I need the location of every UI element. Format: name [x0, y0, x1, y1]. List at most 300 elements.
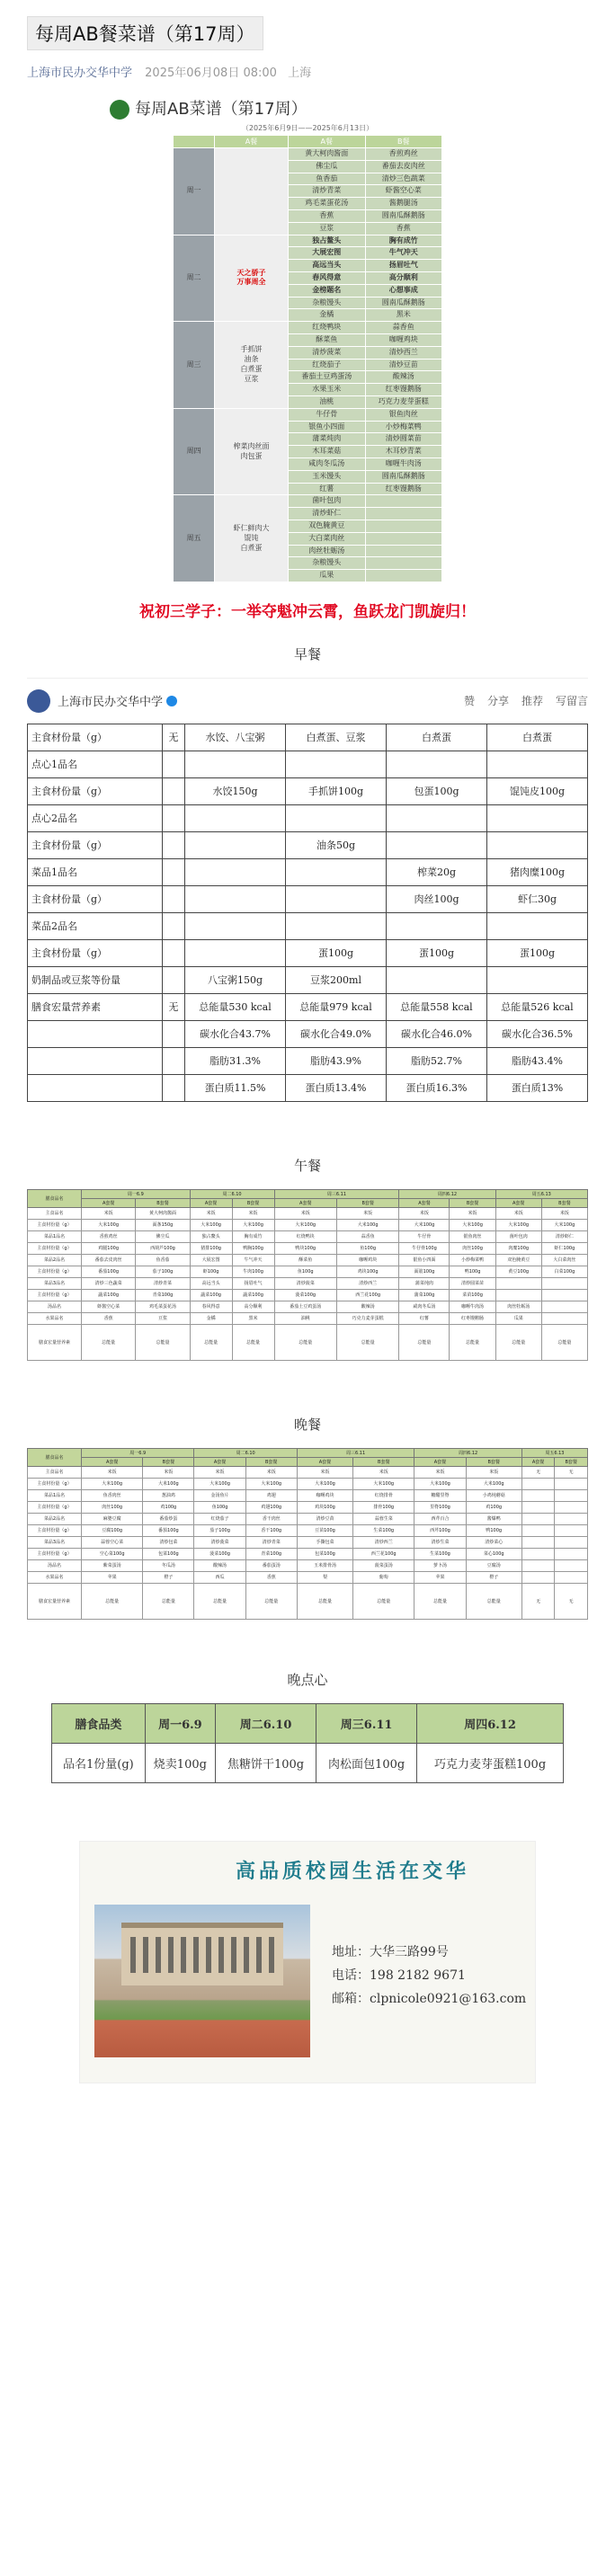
lunch-table — [27, 1189, 588, 1361]
menu-dish: 红枣馒鹅肠 — [365, 384, 442, 396]
grid-cell: 糖醋里脊 — [414, 1489, 466, 1501]
breakfast-label: 奶制品或豆浆等份量 — [28, 966, 163, 993]
grid-cell: 萝卜汤 — [414, 1559, 466, 1571]
grid-cell: 排骨100g — [353, 1501, 414, 1513]
campus-photo — [94, 1905, 310, 2057]
menu-dish: 水果玉米 — [289, 384, 366, 396]
grid-cell: 红烧排骨 — [353, 1489, 414, 1501]
menu-dish: 鱼香茄 — [289, 173, 366, 185]
menu-dish: 牛气冲天 — [365, 247, 442, 260]
menu-dish: 扬眉吐气 — [365, 260, 442, 272]
menu-dish: 咸肉冬瓜汤 — [289, 457, 366, 470]
grid-cell: 清炒生菜 — [414, 1536, 466, 1548]
breakfast-row — [28, 939, 588, 966]
grid-cell: 肉丝牡蛎汤 — [495, 1301, 541, 1312]
menu-dish — [365, 508, 442, 520]
grid-cell: 米饭 — [194, 1466, 245, 1478]
grid-cell: 酸辣汤 — [336, 1301, 398, 1312]
nutrient-cell: 碳水化合43.7% — [185, 1020, 286, 1047]
menu-dish: 清炒西兰 — [365, 346, 442, 359]
menu-dish: 红枣馒鹅肠 — [365, 483, 442, 495]
breakfast-label: 主食材份量（g） — [28, 885, 163, 912]
breakfast-cell: 水饺、八宝粥 — [185, 724, 286, 751]
grid-day-header: 周三6.11 — [297, 1448, 414, 1457]
grid-cell: 高分顺利 — [232, 1301, 274, 1312]
grid-day-header: 周一6.9 — [82, 1448, 194, 1457]
breakfast-cell: 总能量558 kcal — [387, 993, 487, 1020]
breakfast-row — [28, 804, 588, 831]
grid-cell: 米饭 — [466, 1466, 521, 1478]
menu-dish — [365, 570, 442, 582]
menu-dish: 红烧鸭块 — [289, 322, 366, 334]
grid-cell: 苹果 — [82, 1571, 143, 1583]
grid-cell: 鸭100g — [466, 1524, 521, 1536]
breakfast-cell — [163, 966, 185, 993]
grid-cell: 米饭 — [353, 1466, 414, 1478]
grid-cell: 猪排100g — [190, 1242, 232, 1254]
menu-heading: 每周AB菜谱（第17周） — [101, 93, 514, 123]
grid-cell: 米饭 — [414, 1466, 466, 1478]
grid-cell: 蒜香鱼 — [336, 1230, 398, 1242]
menu-dish: 杂粮馒头 — [289, 557, 366, 570]
snack-header-cell: 周四6.12 — [417, 1703, 564, 1743]
grid-row — [28, 1583, 588, 1619]
grid-cell: 大米100g — [232, 1219, 274, 1230]
grid-cell: 油桃 — [274, 1312, 336, 1324]
grid-sub-header: A套餐 — [414, 1457, 466, 1466]
breakfast-cell: 蛋100g — [286, 939, 387, 966]
grid-cell: 米饭 — [541, 1207, 587, 1219]
menu-dish: 银鱼小四面 — [289, 421, 366, 433]
grid-label: 主食材份量（g） — [28, 1478, 82, 1489]
grid-cell: 鸡毛菜蛋花汤 — [136, 1301, 190, 1312]
menu-dish: 虾酱空心菜 — [365, 185, 442, 198]
grid-row — [28, 1571, 588, 1583]
breakfast-row — [28, 885, 588, 912]
grid-cell: 总能量 — [297, 1583, 352, 1619]
grid-cell: 番茄100g — [82, 1266, 136, 1277]
grid-cell — [555, 1489, 588, 1501]
grid-cell — [521, 1478, 555, 1489]
grid-label: 菜品3品名 — [28, 1536, 82, 1548]
menu-dish: 香蕉 — [289, 209, 366, 222]
grid-cell: 虾酱空心菜 — [82, 1301, 136, 1312]
grid-cell — [521, 1513, 555, 1524]
grid-cell: 生菜100g — [414, 1548, 466, 1559]
grid-cell: 豆腐100g — [82, 1524, 143, 1536]
grid-day-header: 周四6.12 — [399, 1189, 495, 1198]
grid-cell: 西芹100g — [414, 1524, 466, 1536]
grid-cell — [541, 1277, 587, 1289]
grid-cell: 白菜100g — [541, 1266, 587, 1277]
snack-header-cell: 周三6.11 — [316, 1703, 417, 1743]
grid-cell: 米饭 — [190, 1207, 232, 1219]
grid-cell: 银鱼小四面 — [399, 1254, 450, 1266]
grid-label: 膳食宏量营养素 — [28, 1583, 82, 1619]
grid-sub-header: A套餐 — [190, 1198, 232, 1207]
grid-sub-header: A套餐 — [297, 1457, 352, 1466]
grid-cell: 鸡100g — [143, 1501, 194, 1513]
grid-cell — [495, 1289, 541, 1301]
grid-cell: 麻婆豆腐 — [82, 1513, 143, 1524]
grid-cell: 酱爆鸭 — [466, 1513, 521, 1524]
menu-dish: 黄大柯肉酱面 — [289, 148, 366, 161]
menu-col-a2: A餐 — [289, 136, 366, 148]
breakfast-cell: 油条50g — [286, 831, 387, 858]
breakfast-cell — [185, 939, 286, 966]
grid-cell: 酸辣汤 — [194, 1559, 245, 1571]
menu-dish: 木耳炒青菜 — [365, 446, 442, 458]
grid-sub-header: B套餐 — [336, 1198, 398, 1207]
menu-dish — [365, 532, 442, 545]
source-link[interactable]: 上海市民办交华中学 — [27, 67, 133, 80]
menu-row — [174, 148, 442, 161]
grid-cell: 菜苗100g — [450, 1289, 495, 1301]
grid-cell: 番茄去皮肉丝 — [82, 1254, 136, 1266]
grid-cell: 面条150g — [136, 1219, 190, 1230]
grid-sub-header: A套餐 — [521, 1457, 555, 1466]
grid-row — [28, 1277, 588, 1289]
grid-cell: 咸肉冬瓜汤 — [399, 1301, 450, 1312]
grid-cell — [521, 1571, 555, 1583]
grid-header-row — [28, 1189, 588, 1198]
menu-dish: 咖喱鸡块 — [365, 333, 442, 346]
breakfast-label: 点心2品名 — [28, 804, 163, 831]
grid-cell: 红薯 — [399, 1312, 450, 1324]
grid-cell: 鸡翅100g — [245, 1501, 297, 1513]
breakfast-cell: 手抓饼100g — [286, 777, 387, 804]
menu-dish: 巧克力麦芽蛋糕 — [365, 395, 442, 408]
menu-dish: 蒲菜炖肉 — [289, 433, 366, 446]
menu-dish: 金榜题名 — [289, 284, 366, 297]
menu-row — [174, 408, 442, 421]
grid-cell: 金汤鱼片 — [194, 1489, 245, 1501]
grid-cell: 大米100g — [194, 1478, 245, 1489]
grid-cell: 大米100g — [274, 1219, 336, 1230]
breakfast-cell — [387, 804, 487, 831]
grid-cell: 米饭 — [399, 1207, 450, 1219]
grid-cell: 独占鳌头 — [190, 1230, 232, 1242]
menu-dish: 牛仔骨 — [289, 408, 366, 421]
grid-cell: 大白菜肉丝 — [541, 1254, 587, 1266]
grid-cell: 大米100g — [414, 1478, 466, 1489]
grid-cell: 肉丝100g — [82, 1501, 143, 1513]
grid-sub-header: B套餐 — [541, 1198, 587, 1207]
menu-dish: 大白菜肉丝 — [289, 532, 366, 545]
grid-cell: 总能量 — [336, 1324, 398, 1360]
breakfast-cell — [163, 831, 185, 858]
menu-day: 周三 — [174, 322, 215, 409]
grid-cell: 咖喱鸡块 — [297, 1489, 352, 1501]
menu-dish: 鸡毛菜蛋花汤 — [289, 198, 366, 210]
grid-cell: 西兰花100g — [353, 1548, 414, 1559]
grid-cell: 肉丝100g — [450, 1242, 495, 1254]
grid-cell — [521, 1524, 555, 1536]
menu-col-a: A餐 — [215, 136, 289, 148]
grid-label: 菜品2品名 — [28, 1513, 82, 1524]
grid-cell — [555, 1559, 588, 1571]
grid-cell — [521, 1501, 555, 1513]
breakfast-cell — [387, 966, 487, 993]
grid-cell: 豆浆 — [136, 1312, 190, 1324]
grid-row — [28, 1242, 588, 1254]
menu-dish: 高分顺利 — [365, 271, 442, 284]
grid-cell: 橙子 — [466, 1571, 521, 1583]
dinner-image — [27, 1448, 588, 1620]
grid-cell: 鸭100g — [450, 1266, 495, 1277]
grid-cell: 面筋100g — [399, 1266, 450, 1277]
account-bar — [27, 679, 588, 724]
grid-cell: 冬瓜汤 — [143, 1559, 194, 1571]
grid-label: 主食品名 — [28, 1207, 82, 1219]
grid-cell — [521, 1559, 555, 1571]
grid-cell: 鸭块100g — [274, 1242, 336, 1254]
grid-cell — [541, 1312, 587, 1324]
grid-cell: 总能量 — [495, 1324, 541, 1360]
breakfast-cell: 蛋100g — [487, 939, 588, 966]
breakfast-row — [28, 966, 588, 993]
grid-sub-row — [28, 1457, 588, 1466]
nutrient-cell: 碳水化合46.0% — [387, 1020, 487, 1047]
grid-cell: 无 — [521, 1466, 555, 1478]
breakfast-row — [28, 993, 588, 1020]
grid-label: 菜品3品名 — [28, 1277, 82, 1289]
address-text: 地址：大华三路99号 — [332, 1944, 449, 1959]
grid-label: 水果品名 — [28, 1312, 82, 1324]
comment-button[interactable]: 写留言 — [555, 695, 588, 708]
snack-cell: 巧克力麦芽蛋糕100g — [417, 1743, 564, 1782]
grid-row — [28, 1301, 588, 1312]
article — [0, 0, 615, 80]
lunch-image — [27, 1189, 588, 1361]
section-lunch: 午餐 — [293, 1157, 321, 1174]
recommend-button[interactable]: 推荐 — [521, 695, 543, 708]
grid-cell: 大米100g — [297, 1478, 352, 1489]
breakfast-cell — [487, 966, 588, 993]
grid-row — [28, 1312, 588, 1324]
breakfast-cell — [185, 885, 286, 912]
grid-day-header: 周四6.12 — [414, 1448, 521, 1457]
grid-row — [28, 1513, 588, 1524]
grid-cell: 银鱼肉丝 — [450, 1230, 495, 1242]
menu-dish: 大展宏图 — [289, 247, 366, 260]
grid-label: 菜品1品名 — [28, 1489, 82, 1501]
menu-dish: 香煎鸡丝 — [365, 148, 442, 161]
breakfast-cell — [286, 858, 387, 885]
nutrient-row — [28, 1047, 588, 1074]
grid-cell: 米饭 — [450, 1207, 495, 1219]
grid-cell: 牛仔骨100g — [399, 1242, 450, 1254]
weekly-menu-table — [173, 135, 442, 582]
menu-col-b: B餐 — [365, 136, 442, 148]
grid-cell: 牛肉100g — [232, 1266, 274, 1277]
menu-day: 周四 — [174, 408, 215, 495]
menu-dish: 金橘 — [289, 309, 366, 322]
grid-cell: 总能量 — [232, 1324, 274, 1360]
menu-row — [174, 235, 442, 247]
grid-cell: 鸡腿100g — [82, 1242, 136, 1254]
grid-cell: 玉米排骨汤 — [297, 1559, 352, 1571]
breakfast-label: 主食材份量（g） — [28, 724, 163, 751]
avatar[interactable] — [27, 689, 50, 713]
grid-cell: 黄大柯肉酱面 — [136, 1207, 190, 1219]
grid-label: 主食材份量（g） — [28, 1242, 82, 1254]
grid-cell: 总能量 — [353, 1583, 414, 1619]
breakfast-cell: 无 — [163, 993, 185, 1020]
snack-cell: 品名1份量(g) — [52, 1743, 146, 1782]
grid-cell: 无 — [521, 1583, 555, 1619]
grid-label: 菜品1品名 — [28, 1230, 82, 1242]
menu-dish: 圆南瓜酥鹅肠 — [365, 297, 442, 309]
grid-cell: 香干100g — [245, 1524, 297, 1536]
grid-cell: 清炒西兰 — [336, 1277, 398, 1289]
share-button[interactable]: 分享 — [486, 695, 509, 708]
breakfast-cell: 馄饨皮100g — [487, 777, 588, 804]
grid-cell: 大米100g — [190, 1219, 232, 1230]
grid-cell: 香蕉 — [82, 1312, 136, 1324]
grid-cell: 大米100g — [82, 1478, 143, 1489]
menu-dish: 肉丝牡蛎汤 — [289, 545, 366, 557]
school-banner — [79, 1841, 536, 2083]
breakfast-cell: 总能量530 kcal — [185, 993, 286, 1020]
breakfast-cell: 无 — [163, 724, 185, 751]
grid-row — [28, 1230, 588, 1242]
grid-cell: 西兰花100g — [336, 1289, 398, 1301]
grid-cell — [555, 1513, 588, 1524]
grid-cell: 米饭 — [232, 1207, 274, 1219]
breakfast-cell — [163, 885, 185, 912]
grid-cell: 黄豆100g — [495, 1266, 541, 1277]
grid-cell: 咖喱牛肉汤 — [450, 1301, 495, 1312]
breakfast-cell: 白煮蛋、豆浆 — [286, 724, 387, 751]
grid-cell: 番茄100g — [143, 1524, 194, 1536]
grid-cell: 橙子 — [143, 1571, 194, 1583]
grid-cell: 香煎鸡丝 — [82, 1230, 136, 1242]
grid-cell: 青菜100g — [245, 1548, 297, 1559]
grid-cell: 鸡块100g — [297, 1501, 352, 1513]
grid-cell: 鱼香茄 — [136, 1254, 190, 1266]
grid-sub-header: A套餐 — [82, 1457, 143, 1466]
grid-cell: 总能量 — [245, 1583, 297, 1619]
grid-cell — [555, 1571, 588, 1583]
grid-cell: 米饭 — [495, 1207, 541, 1219]
grid-row — [28, 1207, 588, 1219]
grid-cell: 香干肉丝 — [245, 1513, 297, 1524]
grid-sub-header: A套餐 — [82, 1198, 136, 1207]
grid-cell: 包菜100g — [297, 1548, 352, 1559]
article-meta — [27, 63, 588, 80]
breakfast-cell — [387, 751, 487, 777]
breakfast-label: 菜品1品名 — [28, 858, 163, 885]
grid-cell: 米饭 — [82, 1207, 136, 1219]
grid-row — [28, 1266, 588, 1277]
grid-cell: 大米100g — [495, 1219, 541, 1230]
grid-label: 主食材份量（g） — [28, 1524, 82, 1536]
grid-cell: 清炒菠菜 — [274, 1277, 336, 1289]
grid-cell: 蔬菜100g — [190, 1289, 232, 1301]
grid-cell: 蔬菜100g — [232, 1289, 274, 1301]
menu-dish: 春风得意 — [289, 271, 366, 284]
grid-cell: 红枣馒鹅肠 — [450, 1312, 495, 1324]
grid-sub-header: A套餐 — [399, 1198, 450, 1207]
breakfast-cell — [487, 831, 588, 858]
menu-dish: 蒜香鱼 — [365, 322, 442, 334]
nutrient-cell: 碳水化合49.0% — [286, 1020, 387, 1047]
grid-cell: 清炒西兰 — [353, 1536, 414, 1548]
menu-dish: 瓜果 — [289, 570, 366, 582]
menu-a-meal: 手抓饼 油条 白煮蛋 豆浆 — [215, 322, 289, 409]
grid-cell: 生菜100g — [353, 1524, 414, 1536]
grid-cell: 香蕉 — [245, 1571, 297, 1583]
menu-dish: 清炒青菜 — [289, 185, 366, 198]
grid-sub-header: B套餐 — [232, 1198, 274, 1207]
menu-dish: 豆浆 — [289, 222, 366, 235]
grid-cell: 清炒青菜 — [136, 1277, 190, 1289]
nutrient-cell: 脂肪43.4% — [487, 1047, 588, 1074]
breakfast-cell — [387, 831, 487, 858]
grid-cell: 总能量 — [136, 1324, 190, 1360]
grid-cell: 西芹百合 — [414, 1513, 466, 1524]
account-actions — [464, 693, 588, 708]
grid-cell: 总能量 — [143, 1583, 194, 1619]
grid-cell — [521, 1536, 555, 1548]
grid-cell: 胸有成竹 — [232, 1230, 274, 1242]
menu-dish: 小炒梅菜鸭 — [365, 421, 442, 433]
grid-cell: 大米100g — [82, 1219, 136, 1230]
grid-cell: 鸡块100g — [336, 1266, 398, 1277]
grid-cell: 大米100g — [245, 1478, 297, 1489]
breakfast-cell — [286, 804, 387, 831]
nutrient-cell: 脂肪31.3% — [185, 1047, 286, 1074]
breakfast-cell — [185, 751, 286, 777]
snack-cell: 焦糖饼干100g — [216, 1743, 316, 1782]
breakfast-image — [27, 678, 588, 1102]
menu-dish: 佛尘瓜 — [289, 160, 366, 173]
grid-cell: 清炒圆菜苗 — [450, 1277, 495, 1289]
menu-dish: 清炒豆苗 — [365, 359, 442, 371]
weekly-menu-image — [101, 93, 514, 582]
grid-cell: 扬眉吐气 — [232, 1277, 274, 1289]
breakfast-cell — [163, 858, 185, 885]
grid-cell: 西葫芦100g — [136, 1242, 190, 1254]
grid-day-header: 周二6.10 — [194, 1448, 297, 1457]
grid-cell: 豆苗100g — [297, 1524, 352, 1536]
grid-cell: 虾100g — [190, 1266, 232, 1277]
grid-cell: 瓜果 — [495, 1312, 541, 1324]
snack-header-cell: 周一6.9 — [145, 1703, 215, 1743]
grid-cell: 蒲菜炖肉 — [399, 1277, 450, 1289]
grid-sub-header: A套餐 — [274, 1198, 336, 1207]
breakfast-cell — [487, 751, 588, 777]
grid-cell: 牛仔骨 — [399, 1230, 450, 1242]
breakfast-label: 主食材份量（g） — [28, 777, 163, 804]
nutrient-cell: 碳水化合36.5% — [487, 1020, 588, 1047]
breakfast-label: 膳食宏量营养素 — [28, 993, 163, 1020]
grid-cell: 蒜蓉生菜 — [353, 1513, 414, 1524]
publish-date: 2025年06月08日 08:00 — [145, 67, 277, 80]
breakfast-cell: 白煮蛋 — [387, 724, 487, 751]
menu-day: 周二 — [174, 235, 215, 322]
menu-a-meal — [215, 148, 289, 235]
grid-cell: 菠菜100g — [274, 1289, 336, 1301]
like-button[interactable]: 赞 — [463, 695, 475, 708]
grid-cell: 蔬菜100g — [82, 1289, 136, 1301]
account-name[interactable]: 上海市民办交华中学 — [58, 696, 164, 710]
grid-cell: 小鸡炖蘑菇 — [466, 1489, 521, 1501]
breakfast-cell — [185, 804, 286, 831]
breakfast-cell: 水饺150g — [185, 777, 286, 804]
breakfast-row — [28, 858, 588, 885]
